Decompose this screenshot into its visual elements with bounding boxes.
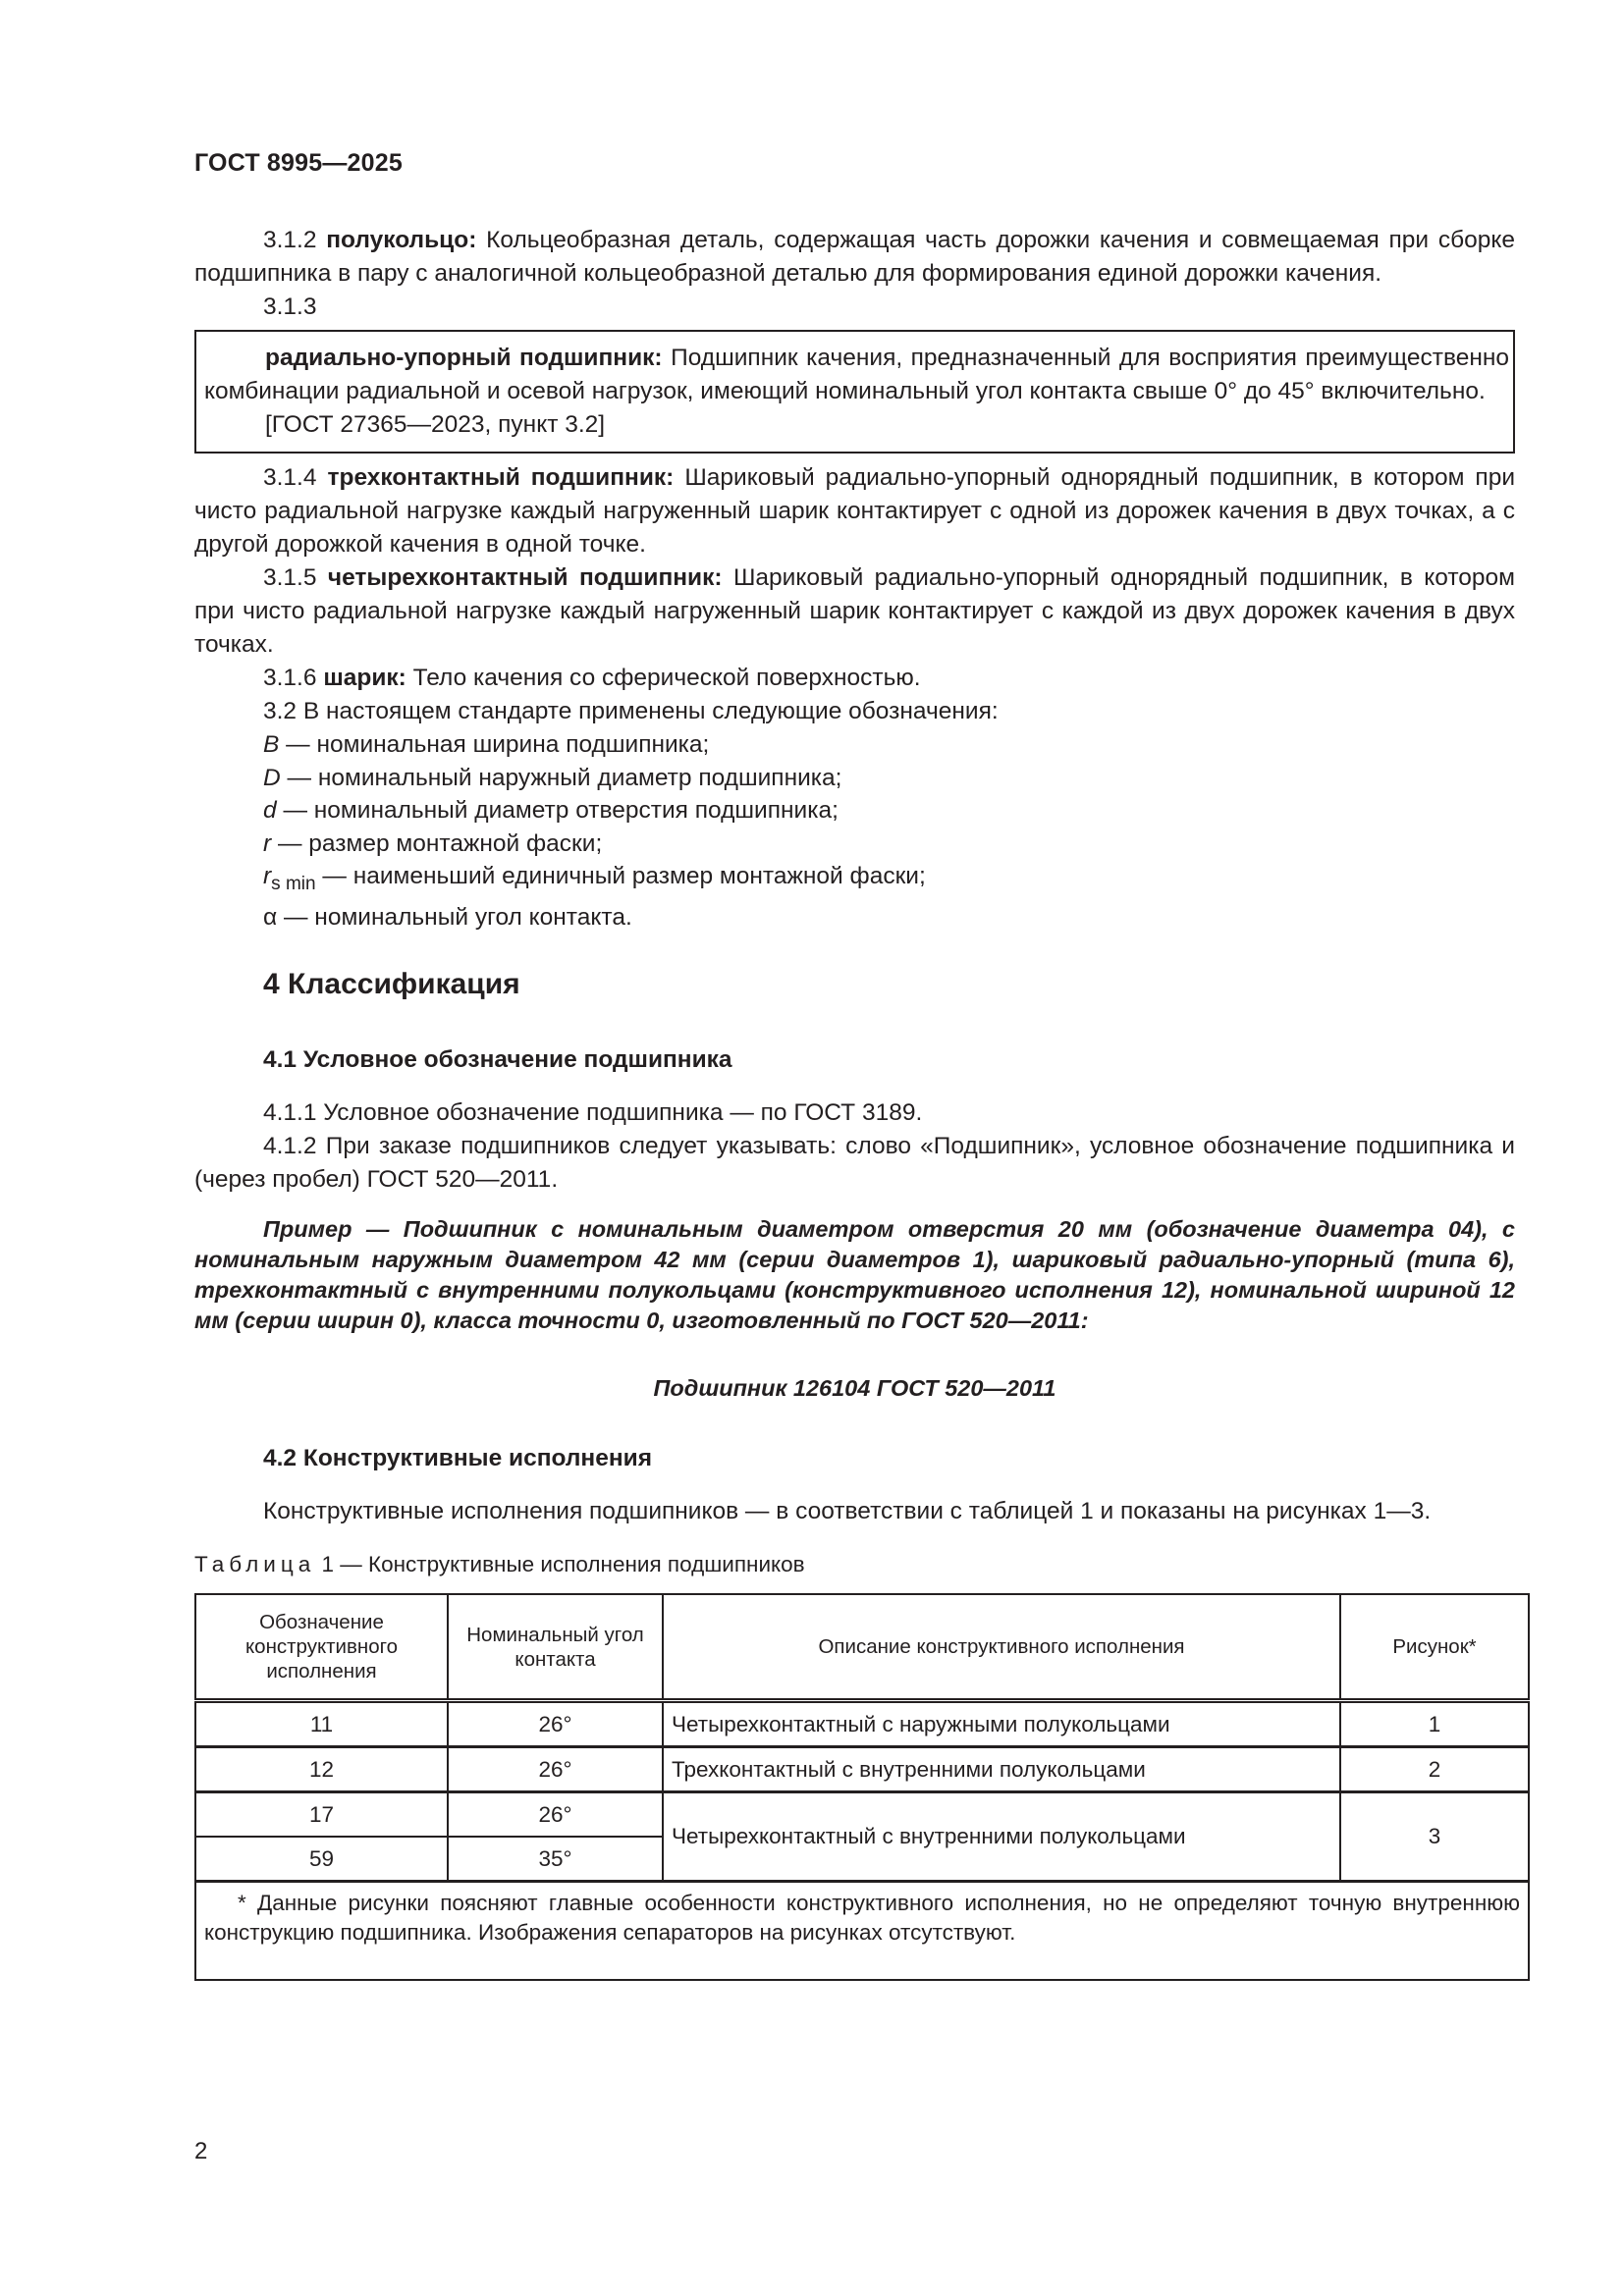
page-content xyxy=(194,224,1520,1981)
clause-number: 3.1.2 xyxy=(263,227,317,253)
symbol: α xyxy=(263,903,278,931)
symbol-description: — номинальный угол контакта. xyxy=(277,903,632,931)
clause-number: 3.1.6 xyxy=(263,665,317,691)
cell-code: 12 xyxy=(195,1747,448,1792)
table-footnote xyxy=(195,1882,1529,1981)
cell-figure: 2 xyxy=(1340,1747,1529,1792)
definition: Кольцеобразная деталь, содержащая часть дорожки качения и совмещаемая при сборке подшипника в пару с аналогичной кольцеобразной деталью для формирования единой дорожки качения. xyxy=(194,227,1515,287)
symbol-description: — размер монтажной фаски; xyxy=(271,829,603,857)
clause-number: 3.1.4 xyxy=(263,464,317,491)
term: трехконтактный подшипник: xyxy=(327,464,675,491)
quoted-definition-box xyxy=(194,330,1515,454)
source-reference: [ГОСТ 27365—2023, пункт 3.2] xyxy=(265,411,606,438)
cell-description: Трехконтактный с внутренними полукольцами xyxy=(663,1747,1340,1792)
table-footnote-row xyxy=(195,1882,1529,1981)
example-note: Пример — Подшипник с номинальным диаметром отверстия 20 мм (обозначение диаметра 04), с номинальным наружным диаметром 42 мм (серии диаметров 1), шариковый радиально-упорный (типа 6), трехконтактный с внутренними полукольцами (конструктивного исполнения 12), номинальной шириной 12 мм (серии ширин 0), класса точности 0, изготовленный по ГОСТ 520—2011: xyxy=(194,1216,1515,1333)
clause-3-1-5 xyxy=(194,561,1515,662)
cell-angle: 26° xyxy=(448,1701,663,1747)
symbol-item xyxy=(194,762,1515,795)
term: шарик: xyxy=(323,665,406,691)
cell-code: 11 xyxy=(195,1701,448,1747)
definition: Шариковый радиально-упорный однорядный подшипник, в котором при чисто радиальной нагрузке каждый нагруженный шарик контактирует с каждой из двух дорожек качения в двух точках. xyxy=(194,564,1516,658)
clause-number: 3.1.5 xyxy=(263,564,317,591)
symbol-item xyxy=(194,794,1515,828)
design-variants-table xyxy=(194,1593,1530,1981)
cell-code: 59 xyxy=(195,1837,448,1882)
clause-3-1-3-number: 3.1.3 xyxy=(263,294,317,320)
symbol-item xyxy=(194,901,1515,934)
document-header-id: ГОСТ 8995—2025 xyxy=(194,149,403,177)
cell-angle: 26° xyxy=(448,1792,663,1838)
section-heading-4: 4 Классификация xyxy=(263,968,520,1000)
example-designation: Подшипник 126104 ГОСТ 520—2011 xyxy=(653,1375,1056,1401)
cell-code: 17 xyxy=(195,1792,448,1838)
cell-description: Четырехконтактный с внутренними полукольцами xyxy=(663,1792,1340,1882)
subsection-heading-4-1: 4.1 Условное обозначение подшипника xyxy=(263,1046,732,1073)
clause-3-1-2 xyxy=(194,224,1515,291)
symbol: r xyxy=(263,863,272,889)
page-number: 2 xyxy=(194,2138,208,2164)
definition: Тело качения со сферической поверхностью. xyxy=(412,665,921,691)
symbol-item xyxy=(194,860,1515,901)
subsection-heading-4-2: 4.2 Конструктивные исполнения xyxy=(263,1445,652,1471)
symbol-item xyxy=(194,728,1515,762)
symbol: r xyxy=(263,829,272,857)
symbol: d xyxy=(263,797,277,824)
symbol-description: — номинальный наружный диаметр подшипника; xyxy=(280,764,842,791)
clause-3-1-6 xyxy=(194,662,1515,695)
symbol-description: — наименьший единичный размер монтажной фаски; xyxy=(315,863,926,889)
term: полукольцо: xyxy=(326,227,477,253)
symbol: B xyxy=(263,731,280,758)
table-row xyxy=(195,1747,1529,1792)
column-header-angle: Номинальный угол контакта xyxy=(448,1594,663,1701)
clause-4-1-2: 4.1.2 При заказе подшипников следует указывать: слово «Подшипник», условное обозначение подшипника и (через пробел) ГОСТ 520—2011. xyxy=(194,1133,1515,1193)
table-header-row xyxy=(195,1594,1529,1701)
table-title: 1 — Конструктивные исполнения подшипников xyxy=(315,1552,805,1576)
column-header-code: Обозначение конструктивного исполнения xyxy=(195,1594,448,1701)
clause-3-2: 3.2 В настоящем стандарте применены следующие обозначения: xyxy=(263,698,999,724)
symbol-description: — номинальный диаметр отверстия подшипника; xyxy=(276,797,839,824)
clause-3-1-3 xyxy=(204,342,1509,408)
definition: Подшипник качения, предназначенный для восприятия преимущественно комбинации радиальной и осевой нагрузок, имеющий номинальный угол контакта свыше 0° до 45° включительно. xyxy=(204,345,1510,404)
term: радиально-упорный подшипник: xyxy=(265,345,663,371)
clause-3-1-4 xyxy=(194,461,1515,561)
symbol-subscript: s min xyxy=(271,874,316,894)
table-label: Таблица xyxy=(194,1552,316,1576)
definition: Шариковый радиально-упорный однорядный подшипник, в котором при чисто радиальной нагрузке каждый нагруженный шарик контактирует с одной из дорожек качения в двух точках, а с другой дорожкой качения в одной точке. xyxy=(194,464,1516,558)
symbols-list xyxy=(194,728,1515,934)
symbol-item xyxy=(194,828,1515,861)
clause-4-1-1: 4.1.1 Условное обозначение подшипника — по ГОСТ 3189. xyxy=(263,1099,923,1126)
table-row xyxy=(195,1792,1529,1838)
table-row xyxy=(195,1701,1529,1747)
symbol-description: — номинальная ширина подшипника; xyxy=(279,731,710,758)
symbol: D xyxy=(263,764,281,791)
cell-figure: 3 xyxy=(1340,1792,1529,1882)
footnote-text: * Данные рисунки поясняют главные особенности конструктивного исполнения, но не определяют точную внутреннюю конструкцию подшипника. Изображения сепараторов на рисунках отсутствуют. xyxy=(204,1891,1520,1945)
term: четырехконтактный подшипник: xyxy=(327,564,723,591)
cell-angle: 35° xyxy=(448,1837,663,1882)
column-header-figure: Рисунок* xyxy=(1340,1594,1529,1701)
clause-4-2-text: Конструктивные исполнения подшипников — в соответствии с таблицей 1 и показаны на рисунках 1—3. xyxy=(263,1498,1432,1524)
cell-description: Четырехконтактный с наружными полукольцами xyxy=(663,1701,1340,1747)
table-caption xyxy=(194,1550,1515,1579)
cell-figure: 1 xyxy=(1340,1701,1529,1747)
cell-angle: 26° xyxy=(448,1747,663,1792)
column-header-description: Описание конструктивного исполнения xyxy=(663,1594,1340,1701)
